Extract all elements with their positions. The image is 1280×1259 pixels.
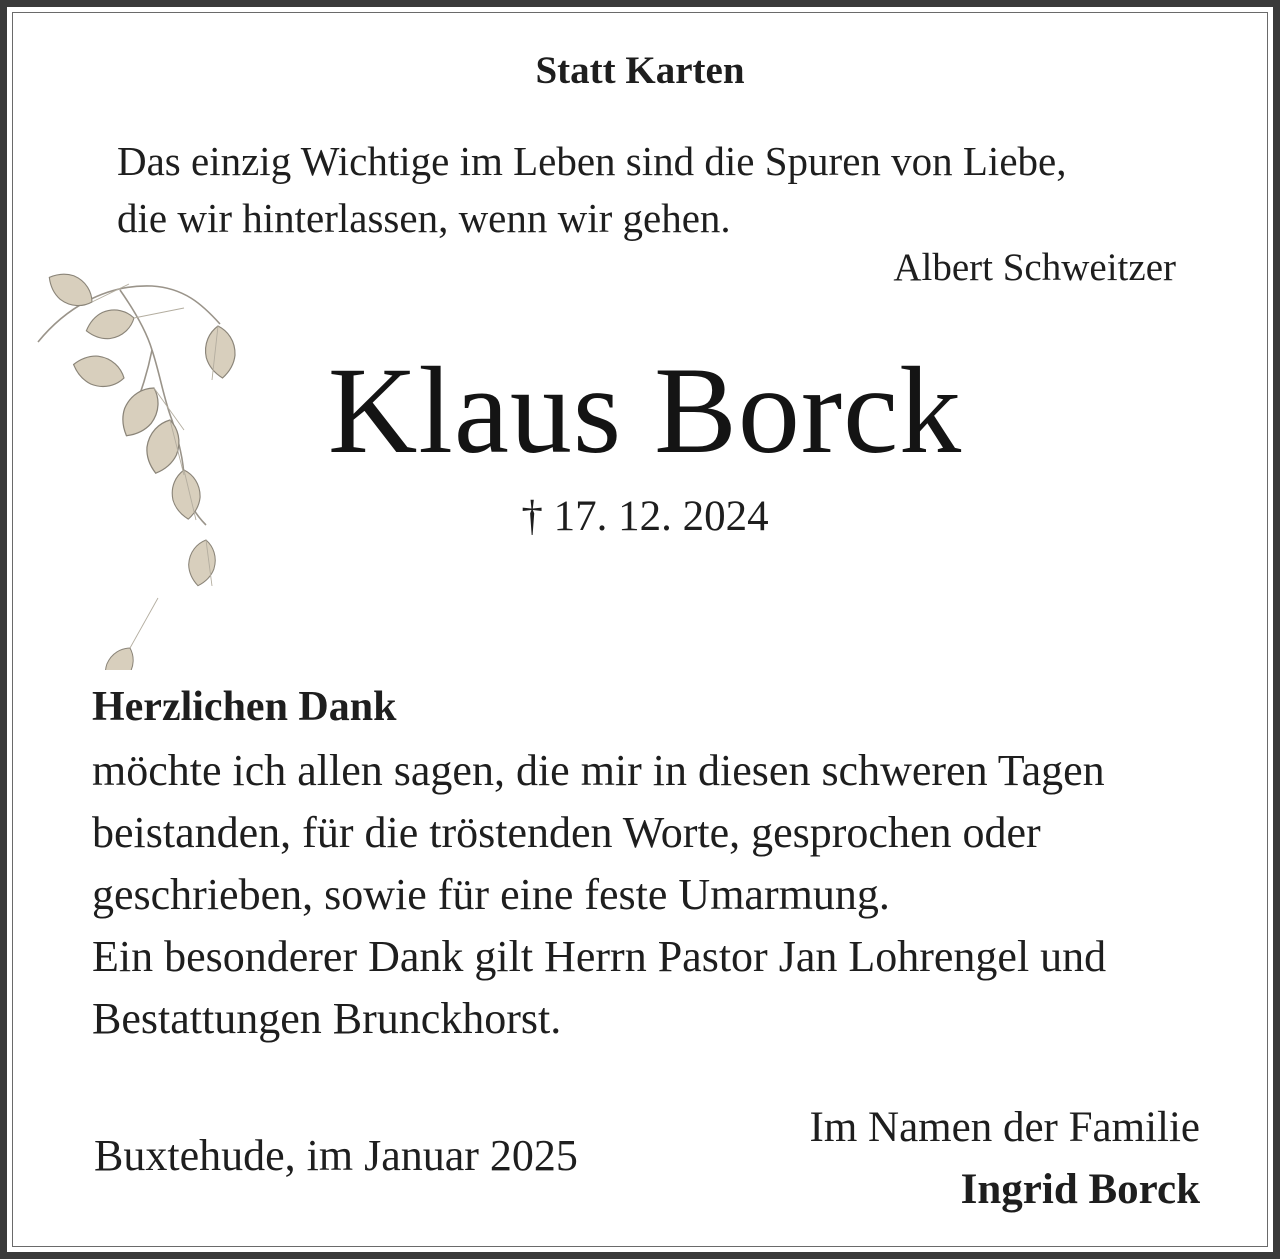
place-and-date: Buxtehude, im Januar 2025 (94, 1131, 578, 1180)
thanks-line: möchte ich allen sagen, die mir in diesen schweren Tagen (92, 746, 1105, 795)
thanks-title: Herzlichen Dank (92, 684, 397, 730)
statt-karten-heading: Statt Karten (535, 49, 745, 92)
thanks-line: Bestattungen Brunckhorst. (92, 994, 562, 1043)
thanks-body (92, 740, 1106, 1050)
death-date: † 17. 12. 2024 (521, 493, 769, 540)
on-behalf-label: Im Namen der Familie (809, 1104, 1200, 1151)
thanks-line: geschrieben, sowie für eine feste Umarmung. (92, 870, 890, 919)
quote (117, 133, 1066, 247)
thanks-line: Ein besonderer Dank gilt Herrn Pastor Jan Lohrengel und (92, 932, 1107, 981)
quote-line-1: Das einzig Wichtige im Leben sind die Spuren von Liebe, (117, 138, 1067, 184)
deceased-name: Klaus Borck (327, 342, 963, 479)
quote-author: Albert Schweitzer (893, 246, 1176, 289)
quote-line-2: die wir hinterlassen, wenn wir gehen. (117, 195, 731, 241)
thanks-line: beistanden, für die tröstenden Worte, gesprochen oder (92, 808, 1041, 857)
signature-block (810, 1097, 1200, 1221)
signer-name: Ingrid Borck (960, 1166, 1200, 1213)
